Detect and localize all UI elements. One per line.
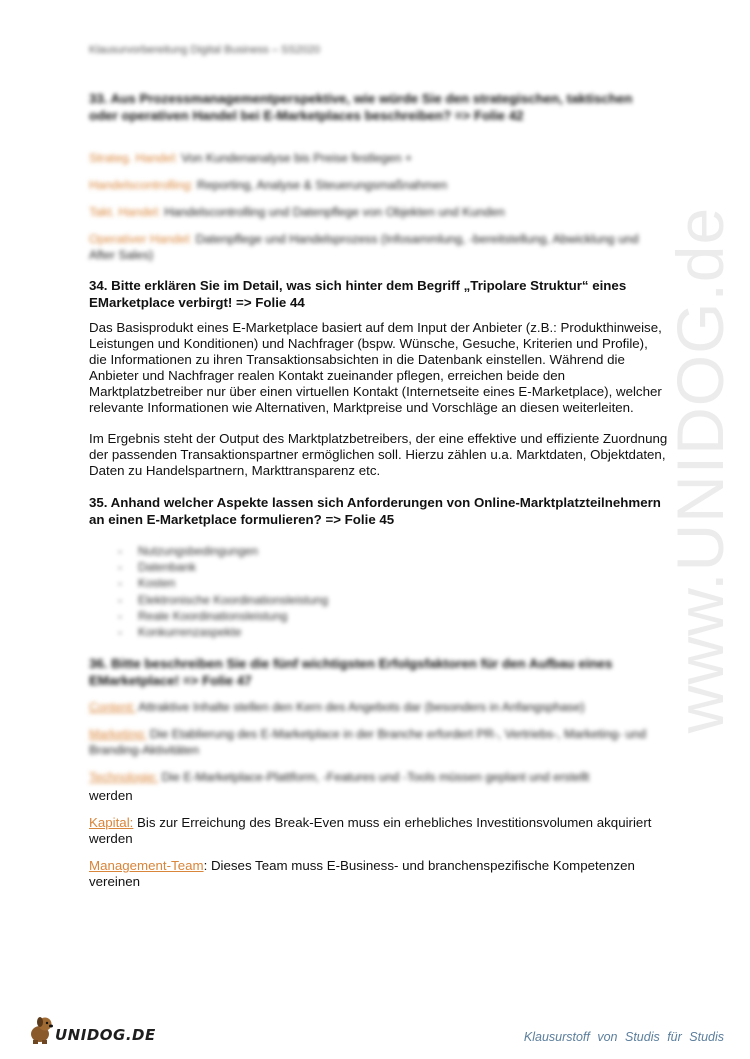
q36-management: [89, 858, 669, 890]
q33-item-label: Takt. Handel:: [89, 205, 161, 219]
q36-text: Die Etablierung des E-Marketplace in der Branche erfordert PR-, Vertriebs-, Marketing- und Branding-Aktivitäten: [89, 727, 647, 757]
q36-text: Attraktive Inhalte stellen den Kern des Angebots dar (besonders in Anfangsphase): [135, 700, 585, 714]
list-item: - Elektronische Koordinationsleistung: [118, 592, 328, 608]
q33-item-text: Datenpflege und Handelsprozess (Infosammlung, -bereitstellung, Abwicklung und After Sales): [89, 232, 639, 262]
q36-label: Technologie:: [89, 770, 159, 784]
q36-marketing: [89, 726, 664, 758]
q36-text: Die E-Marketplace-Plattform, -Features und -Tools müssen geplant und erstellt: [158, 770, 590, 784]
question-33-title: 33. Aus Prozessmanagementperspektive, wie würde Sie den strategischen, taktischen oder operativen Handel bei E-Marketplaces beschreiben? => Folie 42: [89, 91, 633, 123]
footer-slogan: Klausurstoff von Studis für Studis: [523, 1030, 724, 1044]
list-item: - Kosten: [118, 575, 328, 591]
q36-label: Management-Team: [89, 858, 204, 873]
q36-content: [89, 699, 664, 715]
q33-item-tactical: [89, 204, 664, 220]
q36-text: Bis zur Erreichung des Break-Even muss ein erhebliches Investitionsvolumen akquiriert werden: [89, 815, 652, 846]
q33-item-label: Operativer Handel:: [89, 232, 193, 246]
question-34-title: 34. Bitte erklären Sie im Detail, was sich hinter dem Begriff „Tripolare Struktur“ eines EMarketplace verbirgt! => Folie 44: [89, 278, 627, 310]
list-item: - Nutzungsbedingungen: [118, 543, 328, 559]
q33-item-text: Reporting, Analyse & Steuerungsmaßnahmen: [193, 178, 448, 192]
q33-item-text: Von Kundenanalyse bis Preise festlegen +: [177, 151, 413, 165]
q35-bullet-list: [118, 543, 328, 640]
question-36-title: 36. Bitte beschreiben Sie die fünf wichtigsten Erfolgsfaktoren für den Aufbau eines EMarketplace! => Folie 47: [89, 656, 613, 688]
q34-paragraph-1: Das Basisprodukt eines E-Marketplace basiert auf dem Input der Anbieter (z.B.: Produkthinweise, Leistungen und Konditionen) und Nachfrager (bspw. Wünsche, Gesuche, Kriterien und Profile), die Informationen zu ihren Transaktionsabsichten in die Datenbank einstellen. Während die Anbieter und Nachfrager realen Kontakt zueinander pflegen, erreichen beide den Marktplatzbetreiber nur über einen virtuellen Kontakt (Internetseite eines E-Marketplace), welcher relevante Informationen wie Alternativen, Marktpreise und Vorschläge an diesen weiterleiten.: [89, 320, 662, 415]
q33-item-controlling: [89, 177, 664, 193]
q36-technologie: [89, 769, 664, 785]
q33-item-label: Handelscontrolling:: [89, 178, 194, 192]
page-header: Klausurvorbereitung Digital Business – SS2020: [89, 44, 321, 56]
q36-label: Content:: [89, 700, 136, 714]
list-item: - Datenbank: [118, 559, 328, 575]
watermark: www.UNIDOG.de: [663, 206, 737, 734]
q36-technologie-continuation: werden: [89, 788, 133, 803]
q33-item-strategic: [89, 150, 664, 166]
q36-text: : Dieses Team muss E-Business- und branchenspezifische Kompetenzen vereinen: [89, 858, 635, 889]
question-35-title: 35. Anhand welcher Aspekte lassen sich Anforderungen von Online-Marktplatzteilnehmern an einen E-Marketplace formulieren? => Folie 45: [89, 495, 661, 527]
q33-item-operative: [89, 231, 664, 263]
logo-text: UNIDOG.DE: [55, 1026, 156, 1044]
q36-label: Kapital:: [89, 815, 134, 830]
q33-item-text: Handelscontrolling und Datenpflege von Objekten und Kunden: [160, 205, 505, 219]
q34-paragraph-2: Im Ergebnis steht der Output des Marktplatzbetreibers, der eine effektive und effiziente Zuordnung der passenden Transaktionspartner ermöglichen soll. Hierzu zählen u.a. Marktdaten, Objektdaten, Daten zu Handelspartnern, Markttransparenz etc.: [89, 431, 668, 478]
q36-kapital: [89, 815, 669, 847]
list-item: - Reale Koordinationsleistung: [118, 608, 328, 624]
q36-label: Marketing:: [89, 727, 147, 741]
q33-item-label: Strateg. Handel:: [89, 151, 178, 165]
list-item: - Konkurrenzaspekte: [118, 624, 328, 640]
